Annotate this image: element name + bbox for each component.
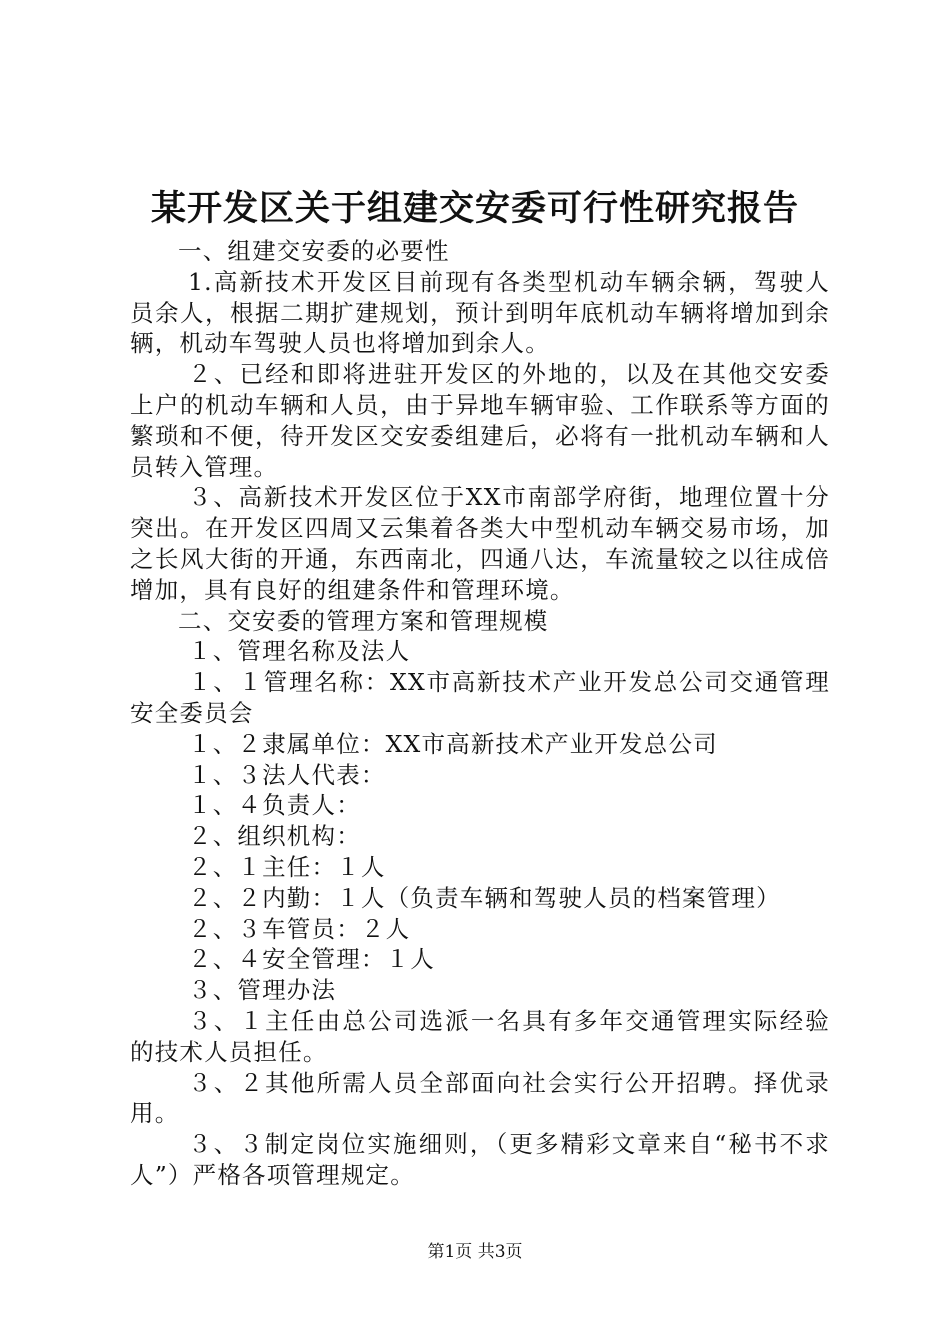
body-paragraph: ２、已经和即将进驻开发区的外地的，以及在其他交安委上户的机动车辆和人员，由于异地车辆审验、工作联系等方面的繁琐和不便，待开发区交安委组建后，必将有一批机动车辆和人员转入管理。 (130, 360, 830, 481)
document-body (130, 236, 830, 1191)
body-paragraph: ２、３车管员：２人 (188, 914, 411, 943)
body-paragraph: ３、管理办法 (188, 976, 337, 1005)
body-paragraph: １、４负责人： (188, 791, 361, 820)
body-paragraph: 1.高新技术开发区目前现有各类型机动车辆余辆，驾驶人员余人，根据二期扩建规划，预计到明年底机动车辆将增加到余辆，机动车驾驶人员也将增加到余人。 (130, 267, 830, 358)
page-footer: 第1页 共3页 (427, 1242, 523, 1262)
body-paragraph: １、２隶属单位：XX市高新技术产业开发总公司 (188, 729, 718, 758)
body-paragraph: １、管理名称及法人 (188, 637, 411, 666)
body-paragraph: 一、组建交安委的必要性 (178, 237, 450, 265)
body-paragraph: ３、１主任由总公司选派一名具有多年交通管理实际经验的技术人员担任。 (130, 1006, 830, 1066)
body-paragraph: １、１管理名称：XX市高新技术产业开发总公司交通管理安全委员会 (130, 668, 830, 727)
body-paragraph: ２、１主任：１人 (188, 852, 386, 881)
body-paragraph: ３、３制定岗位实施细则，（更多精彩文章来自“秘书不求人”）严格各项管理规定。 (130, 1130, 830, 1189)
body-paragraph: ３、２其他所需人员全部面向社会实行公开招聘。择优录用。 (130, 1068, 830, 1128)
document-title: 某开发区关于组建交安委可行性研究报告 (150, 188, 799, 229)
body-paragraph: １、３法人代表： (188, 760, 386, 789)
body-paragraph: ３、高新技术开发区位于XX市南部学府街，地理位置十分突出。在开发区四周又云集着各类大中型机动车辆交易市场，加之长风大街的开通，东西南北，四通八达，车流量较之以往成倍增加，具有良好的组建条件和管理环境。 (130, 483, 830, 604)
body-paragraph: ２、２内勤：１人（负责车辆和驾驶人员的档案管理） (188, 883, 781, 912)
body-paragraph: ２、组织机构： (188, 822, 361, 851)
body-paragraph: ２、４安全管理：１人 (188, 945, 435, 974)
body-paragraph: 二、交安委的管理方案和管理规模 (178, 606, 549, 635)
